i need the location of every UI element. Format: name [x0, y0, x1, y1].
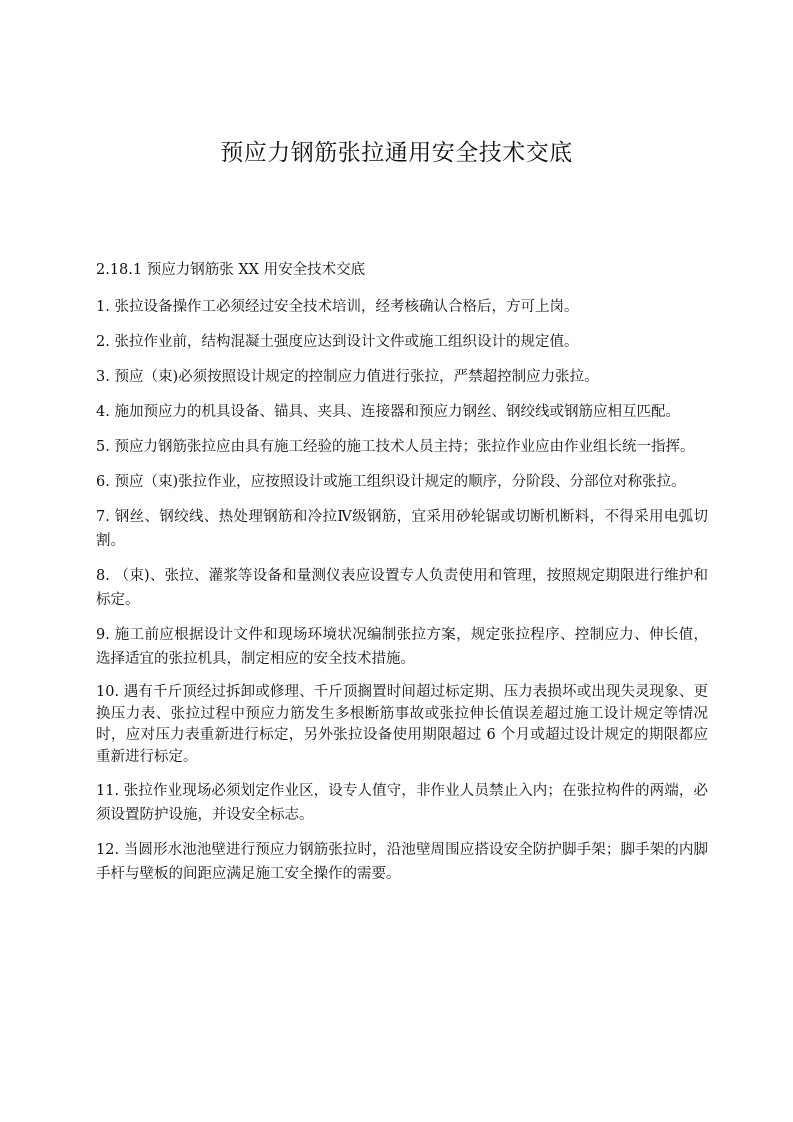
paragraph-10: 10. 遇有千斤顶经过拆卸或修理、千斤顶搁置时间超过标定期、压力表损坏或出现失灵现象、更换压力表、张拉过程中预应力筋发生多根断筋事故或张拉伸长值误差超过施工设计规定等情况时，应对压力表重新进行标定，另外张拉设备使用期限超过 6 个月或超过设计规定的期限都应重新进行标定。 [96, 684, 708, 765]
paragraph-7: 7. 钢丝、钢绞线、热处理钢筋和冷拉Ⅳ级钢筋，宜采用砂轮锯或切断机断料，不得采用电弧切割。 [96, 509, 708, 549]
paragraph-8: 8. （束)、张拉、灌浆等设备和量测仪表应设置专人负责使用和管理，按照规定期限进行维护和标定。 [96, 568, 708, 608]
paragraph-3: 3. 预应（束)必须按照设计规定的控制应力值进行张拉，严禁超控制应力张拉。 [96, 369, 599, 385]
paragraph-11: 11. 张拉作业现场必须划定作业区，设专人值守，非作业人员禁止入内；在张拉构件的两端，必须设置防护设施，并设安全标志。 [96, 783, 708, 823]
paragraph-9: 9. 施工前应根据设计文件和现场环境状况编制张拉方案，规定张拉程序、控制应力、伸长值，选择适宜的张拉机具，制定相应的安全技术措施。 [96, 627, 708, 667]
paragraph-1: 1. 张拉设备操作工必须经过安全技术培训，经考核确认合格后，方可上岗。 [96, 299, 579, 315]
paragraph-5: 5. 预应力钢筋张拉应由具有施工经验的施工技术人员主持；张拉作业应由作业组长统一指挥。 [96, 439, 695, 455]
paragraph-2: 2. 张拉作业前，结构混凝土强度应达到设计文件或施工组织设计的规定值。 [96, 334, 579, 350]
paragraph-6: 6. 预应（束)张拉作业，应按照设计或施工组织设计规定的顺序，分阶段、分部位对称张拉。 [96, 474, 686, 490]
document-body [96, 258, 708, 897]
paragraph-4: 4. 施加预应力的机具设备、锚具、夹具、连接器和预应力钢丝、钢绞线或钢筋应相互匹配。 [96, 404, 680, 420]
document-title: 预应力钢筋张拉通用安全技术交底 [220, 140, 573, 166]
paragraph-12: 12. 当圆形水池池壁进行预应力钢筋张拉时，沿池壁周围应搭设安全防护脚手架；脚手架的内脚手杆与壁板的间距应满足施工安全操作的需要。 [96, 842, 708, 882]
section-heading: 2.18.1 预应力钢筋张 XX 用安全技术交底 [96, 262, 366, 278]
